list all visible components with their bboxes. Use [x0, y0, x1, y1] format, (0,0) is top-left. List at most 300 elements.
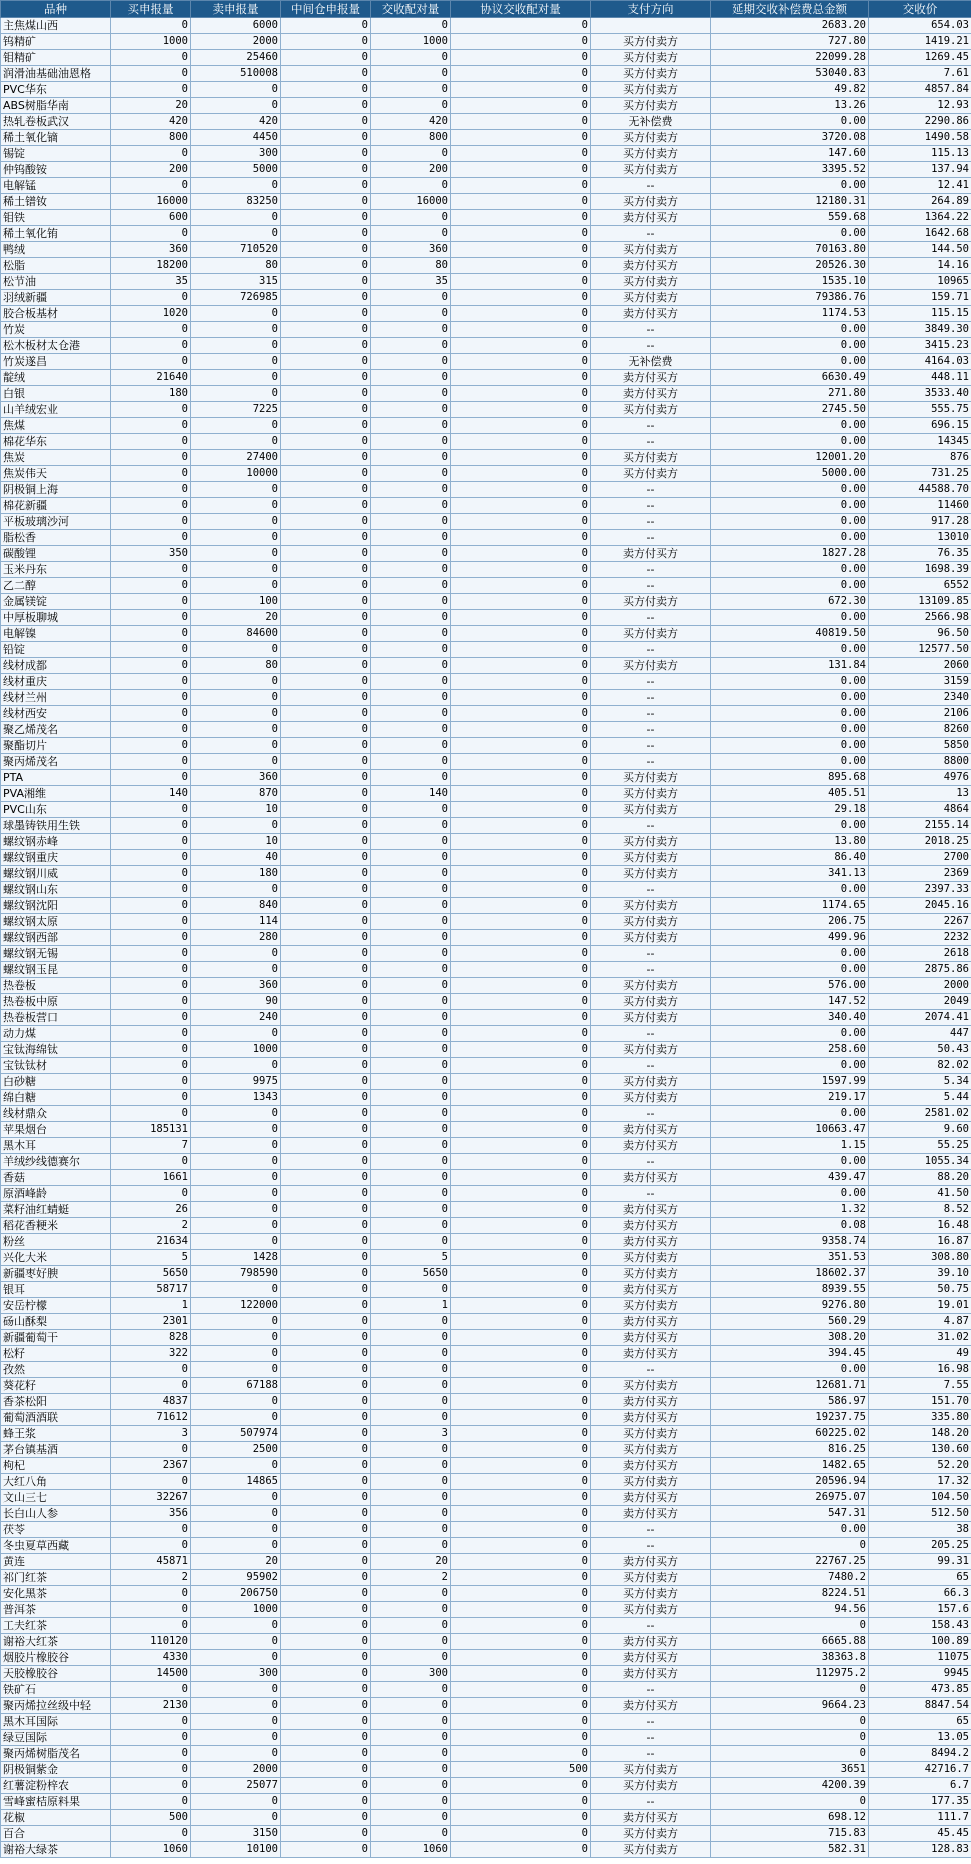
buy-quantity-cell: 200 — [111, 162, 191, 178]
settlement-price-cell: 7.61 — [869, 66, 971, 82]
table-row — [1, 1762, 971, 1778]
buy-quantity-cell: 828 — [111, 1330, 191, 1346]
compensation-amount-cell: 0.00 — [711, 226, 869, 242]
payment-direction-cell: 买方付卖方 — [591, 34, 711, 50]
payment-direction-cell: 卖方付买方 — [591, 1202, 711, 1218]
payment-direction-cell: -- — [591, 1714, 711, 1730]
table-row — [1, 1410, 971, 1426]
warehouse-quantity-cell: 0 — [281, 1202, 371, 1218]
table-row — [1, 1490, 971, 1506]
compensation-amount-cell: 0.00 — [711, 706, 869, 722]
variety-cell: 线材西安 — [1, 706, 111, 722]
warehouse-quantity-cell: 0 — [281, 226, 371, 242]
matched-quantity-cell: 5 — [371, 1250, 451, 1266]
compensation-amount-cell: 10663.47 — [711, 1122, 869, 1138]
buy-quantity-cell: 0 — [111, 690, 191, 706]
warehouse-quantity-cell: 0 — [281, 850, 371, 866]
table-row — [1, 898, 971, 914]
payment-direction-cell: 卖方付买方 — [591, 1810, 711, 1826]
agreement-matched-quantity-cell: 0 — [451, 1362, 591, 1378]
warehouse-quantity-cell: 0 — [281, 50, 371, 66]
compensation-amount-cell: 147.60 — [711, 146, 869, 162]
warehouse-quantity-cell: 0 — [281, 1362, 371, 1378]
warehouse-quantity-cell: 0 — [281, 146, 371, 162]
payment-direction-cell: 买方付卖方 — [591, 1442, 711, 1458]
variety-cell: 中厚板聊城 — [1, 610, 111, 626]
buy-quantity-cell: 0 — [111, 1474, 191, 1490]
agreement-matched-quantity-cell: 0 — [451, 1026, 591, 1042]
payment-direction-cell: -- — [591, 610, 711, 626]
sell-quantity-cell: 0 — [191, 674, 281, 690]
sell-quantity-cell: 40 — [191, 850, 281, 866]
warehouse-quantity-cell: 0 — [281, 818, 371, 834]
settlement-price-cell: 13 — [869, 786, 971, 802]
compensation-amount-cell: 351.53 — [711, 1250, 869, 1266]
payment-direction-cell: -- — [591, 1026, 711, 1042]
settlement-price-cell: 4976 — [869, 770, 971, 786]
table-row — [1, 1714, 971, 1730]
col-header-payment-direction: 支付方向 — [591, 1, 711, 18]
compensation-amount-cell: 0.00 — [711, 818, 869, 834]
warehouse-quantity-cell: 0 — [281, 1746, 371, 1762]
agreement-matched-quantity-cell: 0 — [451, 66, 591, 82]
sell-quantity-cell: 507974 — [191, 1426, 281, 1442]
sell-quantity-cell: 0 — [191, 178, 281, 194]
compensation-amount-cell: 26975.07 — [711, 1490, 869, 1506]
agreement-matched-quantity-cell: 500 — [451, 1762, 591, 1778]
matched-quantity-cell: 0 — [371, 706, 451, 722]
table-row — [1, 146, 971, 162]
agreement-matched-quantity-cell: 0 — [451, 50, 591, 66]
compensation-amount-cell: 0 — [711, 1794, 869, 1810]
settlement-price-cell: 3159 — [869, 674, 971, 690]
agreement-matched-quantity-cell: 0 — [451, 1650, 591, 1666]
warehouse-quantity-cell: 0 — [281, 306, 371, 322]
buy-quantity-cell: 45871 — [111, 1554, 191, 1570]
buy-quantity-cell: 4330 — [111, 1650, 191, 1666]
table-row — [1, 402, 971, 418]
matched-quantity-cell: 0 — [371, 338, 451, 354]
warehouse-quantity-cell: 0 — [281, 1458, 371, 1474]
variety-cell: 松脂 — [1, 258, 111, 274]
matched-quantity-cell: 0 — [371, 754, 451, 770]
payment-direction-cell: -- — [591, 578, 711, 594]
matched-quantity-cell: 0 — [371, 1698, 451, 1714]
table-row — [1, 354, 971, 370]
table-row — [1, 418, 971, 434]
warehouse-quantity-cell: 0 — [281, 290, 371, 306]
table-row — [1, 114, 971, 130]
sell-quantity-cell: 798590 — [191, 1266, 281, 1282]
variety-cell: 谢裕大红茶 — [1, 1634, 111, 1650]
payment-direction-cell: 买方付卖方 — [591, 594, 711, 610]
agreement-matched-quantity-cell: 0 — [451, 1618, 591, 1634]
compensation-amount-cell: 1482.65 — [711, 1458, 869, 1474]
table-row — [1, 1602, 971, 1618]
agreement-matched-quantity-cell: 0 — [451, 1698, 591, 1714]
agreement-matched-quantity-cell: 0 — [451, 402, 591, 418]
compensation-amount-cell: 0.00 — [711, 1154, 869, 1170]
matched-quantity-cell: 0 — [371, 770, 451, 786]
compensation-amount-cell: 40819.50 — [711, 626, 869, 642]
settlement-price-cell: 130.60 — [869, 1442, 971, 1458]
compensation-amount-cell: 1174.53 — [711, 306, 869, 322]
compensation-amount-cell: 0.00 — [711, 946, 869, 962]
warehouse-quantity-cell: 0 — [281, 1090, 371, 1106]
agreement-matched-quantity-cell: 0 — [451, 898, 591, 914]
agreement-matched-quantity-cell: 0 — [451, 450, 591, 466]
buy-quantity-cell: 0 — [111, 1602, 191, 1618]
settlement-price-cell: 10965 — [869, 274, 971, 290]
matched-quantity-cell: 300 — [371, 1666, 451, 1682]
compensation-amount-cell: 0 — [711, 1682, 869, 1698]
warehouse-quantity-cell: 0 — [281, 946, 371, 962]
table-row — [1, 482, 971, 498]
settlement-price-cell: 2000 — [869, 978, 971, 994]
warehouse-quantity-cell: 0 — [281, 866, 371, 882]
matched-quantity-cell: 0 — [371, 914, 451, 930]
agreement-matched-quantity-cell: 0 — [451, 226, 591, 242]
settlement-price-cell: 31.02 — [869, 1330, 971, 1346]
settlement-price-cell: 335.80 — [869, 1410, 971, 1426]
agreement-matched-quantity-cell: 0 — [451, 1826, 591, 1842]
agreement-matched-quantity-cell: 0 — [451, 642, 591, 658]
agreement-matched-quantity-cell: 0 — [451, 1842, 591, 1858]
sell-quantity-cell: 300 — [191, 146, 281, 162]
payment-direction-cell: 买方付卖方 — [591, 1250, 711, 1266]
variety-cell: 安化黑茶 — [1, 1586, 111, 1602]
payment-direction-cell: -- — [591, 322, 711, 338]
table-row — [1, 802, 971, 818]
buy-quantity-cell: 0 — [111, 482, 191, 498]
payment-direction-cell: -- — [591, 418, 711, 434]
agreement-matched-quantity-cell: 0 — [451, 1474, 591, 1490]
payment-direction-cell: 买方付卖方 — [591, 146, 711, 162]
warehouse-quantity-cell: 0 — [281, 1026, 371, 1042]
compensation-amount-cell: 258.60 — [711, 1042, 869, 1058]
agreement-matched-quantity-cell: 0 — [451, 338, 591, 354]
buy-quantity-cell: 0 — [111, 706, 191, 722]
settlement-price-cell: 5850 — [869, 738, 971, 754]
matched-quantity-cell: 0 — [371, 98, 451, 114]
settlement-price-cell: 2618 — [869, 946, 971, 962]
warehouse-quantity-cell: 0 — [281, 1538, 371, 1554]
payment-direction-cell: 无补偿费 — [591, 354, 711, 370]
payment-direction-cell: -- — [591, 1682, 711, 1698]
variety-cell: 螺纹钢沈阳 — [1, 898, 111, 914]
matched-quantity-cell: 0 — [371, 1794, 451, 1810]
matched-quantity-cell: 0 — [371, 1330, 451, 1346]
settlement-price-cell: 41.50 — [869, 1186, 971, 1202]
warehouse-quantity-cell: 0 — [281, 194, 371, 210]
table-row — [1, 1250, 971, 1266]
sell-quantity-cell: 0 — [191, 1746, 281, 1762]
variety-cell: 羊绒纱线德赛尔 — [1, 1154, 111, 1170]
settlement-price-cell: 9945 — [869, 1666, 971, 1682]
matched-quantity-cell: 35 — [371, 274, 451, 290]
matched-quantity-cell: 0 — [371, 1218, 451, 1234]
settlement-price-cell: 82.02 — [869, 1058, 971, 1074]
sell-quantity-cell: 0 — [191, 1346, 281, 1362]
agreement-matched-quantity-cell: 0 — [451, 1394, 591, 1410]
agreement-matched-quantity-cell: 0 — [451, 786, 591, 802]
settlement-price-cell: 4864 — [869, 802, 971, 818]
sell-quantity-cell: 25460 — [191, 50, 281, 66]
payment-direction-cell: 卖方付买方 — [591, 1234, 711, 1250]
table-row — [1, 706, 971, 722]
buy-quantity-cell: 322 — [111, 1346, 191, 1362]
settlement-price-cell: 1642.68 — [869, 226, 971, 242]
variety-cell: 热卷板 — [1, 978, 111, 994]
compensation-amount-cell: 0.00 — [711, 482, 869, 498]
payment-direction-cell: -- — [591, 882, 711, 898]
matched-quantity-cell: 0 — [371, 66, 451, 82]
variety-cell: PVA湘维 — [1, 786, 111, 802]
warehouse-quantity-cell: 0 — [281, 610, 371, 626]
settlement-price-cell: 731.25 — [869, 466, 971, 482]
sell-quantity-cell: 0 — [191, 1410, 281, 1426]
table-row — [1, 1394, 971, 1410]
buy-quantity-cell: 0 — [111, 1538, 191, 1554]
table-row — [1, 1618, 971, 1634]
buy-quantity-cell: 2 — [111, 1218, 191, 1234]
matched-quantity-cell: 0 — [371, 146, 451, 162]
sell-quantity-cell: 5000 — [191, 162, 281, 178]
buy-quantity-cell: 0 — [111, 642, 191, 658]
sell-quantity-cell: 0 — [191, 1154, 281, 1170]
agreement-matched-quantity-cell: 0 — [451, 1202, 591, 1218]
payment-direction-cell: 卖方付买方 — [591, 386, 711, 402]
variety-cell: 焦炭伟天 — [1, 466, 111, 482]
table-row — [1, 82, 971, 98]
matched-quantity-cell: 0 — [371, 514, 451, 530]
buy-quantity-cell: 180 — [111, 386, 191, 402]
warehouse-quantity-cell: 0 — [281, 162, 371, 178]
matched-quantity-cell: 0 — [371, 1378, 451, 1394]
variety-cell: PVC华东 — [1, 82, 111, 98]
payment-direction-cell: 买方付卖方 — [591, 466, 711, 482]
settlement-price-cell: 157.6 — [869, 1602, 971, 1618]
warehouse-quantity-cell: 0 — [281, 1122, 371, 1138]
variety-cell: 苹果烟台 — [1, 1122, 111, 1138]
agreement-matched-quantity-cell: 0 — [451, 546, 591, 562]
buy-quantity-cell: 0 — [111, 1794, 191, 1810]
settlement-price-cell: 50.75 — [869, 1282, 971, 1298]
warehouse-quantity-cell: 0 — [281, 1218, 371, 1234]
compensation-amount-cell: 2683.20 — [711, 18, 869, 34]
variety-cell: 玉米丹东 — [1, 562, 111, 578]
agreement-matched-quantity-cell: 0 — [451, 1634, 591, 1650]
settlement-price-cell: 128.83 — [869, 1842, 971, 1858]
table-row — [1, 322, 971, 338]
table-row — [1, 306, 971, 322]
agreement-matched-quantity-cell: 0 — [451, 578, 591, 594]
warehouse-quantity-cell: 0 — [281, 1298, 371, 1314]
table-row — [1, 1282, 971, 1298]
compensation-amount-cell: 8939.55 — [711, 1282, 869, 1298]
warehouse-quantity-cell: 0 — [281, 1826, 371, 1842]
matched-quantity-cell: 0 — [371, 1682, 451, 1698]
table-row — [1, 610, 971, 626]
matched-quantity-cell: 0 — [371, 322, 451, 338]
settlement-price-cell: 512.50 — [869, 1506, 971, 1522]
payment-direction-cell: 买方付卖方 — [591, 834, 711, 850]
settlement-price-cell: 2875.86 — [869, 962, 971, 978]
settlement-price-cell: 1055.34 — [869, 1154, 971, 1170]
buy-quantity-cell: 0 — [111, 562, 191, 578]
sell-quantity-cell: 0 — [191, 1714, 281, 1730]
compensation-amount-cell: 0.00 — [711, 690, 869, 706]
buy-quantity-cell: 600 — [111, 210, 191, 226]
payment-direction-cell: -- — [591, 530, 711, 546]
payment-direction-cell: -- — [591, 482, 711, 498]
payment-direction-cell: 买方付卖方 — [591, 770, 711, 786]
agreement-matched-quantity-cell: 0 — [451, 1442, 591, 1458]
payment-direction-cell: 买方付卖方 — [591, 82, 711, 98]
payment-direction-cell: 卖方付买方 — [591, 1282, 711, 1298]
table-row — [1, 290, 971, 306]
payment-direction-cell: -- — [591, 962, 711, 978]
variety-cell: 线材兰州 — [1, 690, 111, 706]
payment-direction-cell: 买方付卖方 — [591, 66, 711, 82]
variety-cell: 香茶松阳 — [1, 1394, 111, 1410]
warehouse-quantity-cell: 0 — [281, 1490, 371, 1506]
compensation-amount-cell: 9276.80 — [711, 1298, 869, 1314]
matched-quantity-cell: 0 — [371, 738, 451, 754]
table-row — [1, 1778, 971, 1794]
compensation-amount-cell: 0.00 — [711, 722, 869, 738]
variety-cell: 钨精矿 — [1, 34, 111, 50]
col-header-matched-quantity: 交收配对量 — [371, 1, 451, 18]
payment-direction-cell: -- — [591, 818, 711, 834]
payment-direction-cell: 买方付卖方 — [591, 930, 711, 946]
compensation-amount-cell: 0.00 — [711, 1186, 869, 1202]
table-row — [1, 690, 971, 706]
settlement-price-cell: 99.31 — [869, 1554, 971, 1570]
compensation-amount-cell: 560.29 — [711, 1314, 869, 1330]
table-row — [1, 546, 971, 562]
table-row — [1, 386, 971, 402]
compensation-amount-cell: 147.52 — [711, 994, 869, 1010]
table-row — [1, 594, 971, 610]
buy-quantity-cell: 0 — [111, 866, 191, 882]
compensation-amount-cell: 3651 — [711, 1762, 869, 1778]
sell-quantity-cell: 0 — [191, 738, 281, 754]
variety-cell: 棉花新疆 — [1, 498, 111, 514]
variety-cell: 原酒峰龄 — [1, 1186, 111, 1202]
payment-direction-cell: 买方付卖方 — [591, 1074, 711, 1090]
compensation-amount-cell: 340.40 — [711, 1010, 869, 1026]
table-row — [1, 1074, 971, 1090]
matched-quantity-cell: 0 — [371, 1154, 451, 1170]
buy-quantity-cell: 0 — [111, 1362, 191, 1378]
table-row — [1, 1474, 971, 1490]
variety-cell: 螺纹钢重庆 — [1, 850, 111, 866]
warehouse-quantity-cell: 0 — [281, 770, 371, 786]
buy-quantity-cell: 0 — [111, 1090, 191, 1106]
settlement-price-cell: 8.52 — [869, 1202, 971, 1218]
agreement-matched-quantity-cell: 0 — [451, 498, 591, 514]
sell-quantity-cell: 0 — [191, 882, 281, 898]
compensation-amount-cell: 0.08 — [711, 1218, 869, 1234]
buy-quantity-cell: 0 — [111, 834, 191, 850]
table-row — [1, 242, 971, 258]
buy-quantity-cell: 0 — [111, 594, 191, 610]
matched-quantity-cell: 0 — [371, 1730, 451, 1746]
sell-quantity-cell: 14865 — [191, 1474, 281, 1490]
variety-cell: 白银 — [1, 386, 111, 402]
warehouse-quantity-cell: 0 — [281, 338, 371, 354]
buy-quantity-cell: 0 — [111, 1714, 191, 1730]
variety-cell: 稀土氧化镝 — [1, 130, 111, 146]
settlement-price-cell: 4.87 — [869, 1314, 971, 1330]
warehouse-quantity-cell: 0 — [281, 1810, 371, 1826]
payment-direction-cell: 买方付卖方 — [591, 1426, 711, 1442]
agreement-matched-quantity-cell: 0 — [451, 322, 591, 338]
compensation-amount-cell: 0.00 — [711, 418, 869, 434]
settlement-price-cell: 2106 — [869, 706, 971, 722]
buy-quantity-cell: 18200 — [111, 258, 191, 274]
settlement-price-cell: 2155.14 — [869, 818, 971, 834]
payment-direction-cell: 买方付卖方 — [591, 1266, 711, 1282]
warehouse-quantity-cell: 0 — [281, 1074, 371, 1090]
buy-quantity-cell: 16000 — [111, 194, 191, 210]
compensation-amount-cell: 0.00 — [711, 434, 869, 450]
settlement-price-cell: 111.7 — [869, 1810, 971, 1826]
warehouse-quantity-cell: 0 — [281, 962, 371, 978]
table-row — [1, 1634, 971, 1650]
warehouse-quantity-cell: 0 — [281, 1570, 371, 1586]
warehouse-quantity-cell: 0 — [281, 690, 371, 706]
agreement-matched-quantity-cell: 0 — [451, 1490, 591, 1506]
variety-cell: 热轧卷板武汉 — [1, 114, 111, 130]
table-row — [1, 930, 971, 946]
payment-direction-cell: -- — [591, 1730, 711, 1746]
agreement-matched-quantity-cell: 0 — [451, 1778, 591, 1794]
table-row — [1, 210, 971, 226]
compensation-amount-cell: 698.12 — [711, 1810, 869, 1826]
matched-quantity-cell: 0 — [371, 642, 451, 658]
settlement-price-cell: 2340 — [869, 690, 971, 706]
settlement-price-cell: 100.89 — [869, 1634, 971, 1650]
variety-cell: 绿豆国际 — [1, 1730, 111, 1746]
settlement-price-cell: 2290.86 — [869, 114, 971, 130]
variety-cell: 螺纹钢山东 — [1, 882, 111, 898]
payment-direction-cell: 买方付卖方 — [591, 898, 711, 914]
settlement-price-cell: 3849.30 — [869, 322, 971, 338]
buy-quantity-cell: 0 — [111, 354, 191, 370]
table-row — [1, 754, 971, 770]
agreement-matched-quantity-cell: 0 — [451, 994, 591, 1010]
buy-quantity-cell: 0 — [111, 1586, 191, 1602]
agreement-matched-quantity-cell: 0 — [451, 434, 591, 450]
variety-cell: 松节油 — [1, 274, 111, 290]
warehouse-quantity-cell: 0 — [281, 1170, 371, 1186]
settlement-price-cell: 1419.21 — [869, 34, 971, 50]
agreement-matched-quantity-cell: 0 — [451, 114, 591, 130]
payment-direction-cell: -- — [591, 498, 711, 514]
warehouse-quantity-cell: 0 — [281, 1554, 371, 1570]
agreement-matched-quantity-cell: 0 — [451, 850, 591, 866]
sell-quantity-cell: 0 — [191, 530, 281, 546]
agreement-matched-quantity-cell: 0 — [451, 1682, 591, 1698]
agreement-matched-quantity-cell: 0 — [451, 1186, 591, 1202]
settlement-price-cell: 3533.40 — [869, 386, 971, 402]
agreement-matched-quantity-cell: 0 — [451, 1250, 591, 1266]
buy-quantity-cell: 0 — [111, 802, 191, 818]
agreement-matched-quantity-cell: 0 — [451, 18, 591, 34]
matched-quantity-cell: 0 — [371, 1122, 451, 1138]
